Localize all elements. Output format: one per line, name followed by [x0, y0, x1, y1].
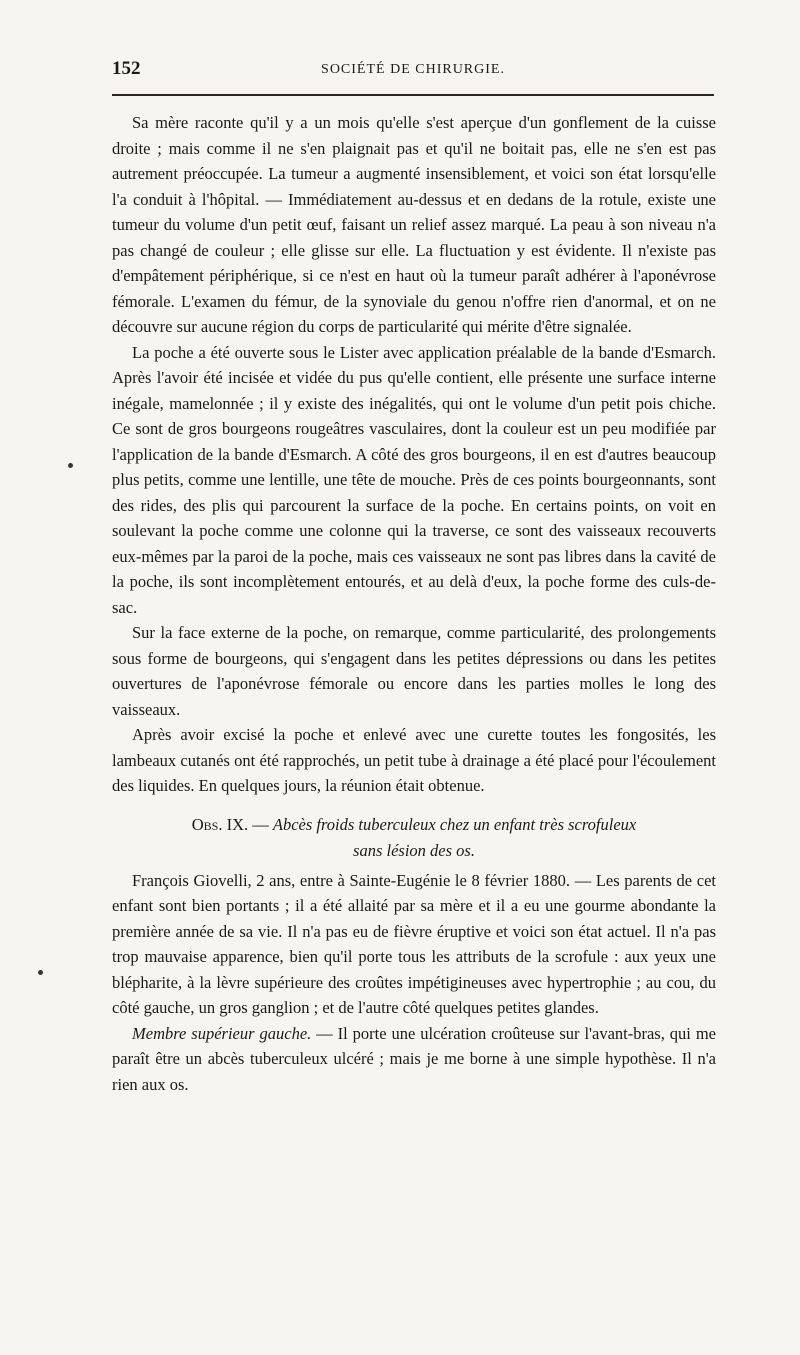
header-rule [112, 94, 714, 96]
margin-mark [38, 970, 43, 975]
observation-heading [112, 812, 716, 864]
page-header [112, 58, 714, 88]
margin-mark [68, 463, 73, 468]
paragraph [112, 1021, 716, 1098]
running-head: SOCIÉTÉ DE CHIRURGIE. [321, 62, 505, 77]
paragraph: François Giovelli, 2 ans, entre à Sainte-Eugénie le 8 février 1880. — Les parents de cet enfant sont bien portants ; il a été allaité par sa mère et il a eu une gourme abondante la première année de sa vie. Il n'a pas eu de fièvre éruptive et voici son état actuel. Il n'a pas trop mauvaise apparence, bien qu'il porte tous les attributs de la scrofule : aux yeux une blépharite, à la lèvre supérieure des croûtes impétigineuses avec hypertrophie ; au cou, du côté gauche, un gros ganglion ; et de l'autre côté quelques petites glandes. [112, 870, 716, 1017]
observation-dash: — [248, 814, 273, 834]
paragraph: La poche a été ouverte sous le Lister avec application préalable de la bande d'Esmarch. Après l'avoir été incisée et vidée du pus qu'elle contient, elle présente une surface interne inégale, mamelonnée ; il y existe des inégalités, qui ont le volume d'un petit pois chiche. Ce sont de gros bourgeons rougeâtres vasculaires, dont la couleur est un peu modifiée par l'application de la bande d'Esmarch. A côté des gros bourgeons, il en est d'autres beaucoup plus petits, comme une lentille, une tête de mouche. Près de ces points bourgeonnants, sont des rides, des plis qui parcourent la surface de la poche. En certains points, on voit en soulevant la poche comme une colonne qui la traverse, ce sont des vaisseaux recouverts eux-mêmes par la paroi de la poche, mais ces vaisseaux ne sont pas libres dans la cavité de la poche, ils sont incomplètement entourés, et au delà d'eux, la poche forme des culs-de-sac. [112, 342, 716, 617]
body-text [112, 110, 716, 1097]
paragraph: Après avoir excisé la poche et enlevé avec une curette toutes les fongosités, les lambeaux cutanés ont été rapprochés, un petit tube à drainage a été placé pour l'écoulement des liquides. En quelques jours, la réunion était obtenue. [112, 725, 716, 795]
observation-title-line2: sans lésion des os. [353, 840, 475, 860]
observation-title-line1: Abcès froids tuberculeux chez un enfant très scrofuleux [272, 814, 637, 834]
observation-label: Obs. IX. [191, 814, 249, 834]
paragraph: Sur la face externe de la poche, on remarque, comme particularité, des prolongements sous forme de bourgeons, qui s'engagent dans les petites dépressions ou dans les petites ouvertures de l'aponévrose fémorale ou encore dans les parties molles le long des vaisseaux. [112, 623, 716, 719]
section-text: — Il porte une ulcération croûteuse sur l'avant-bras, qui me paraît être un abcès tuberculeux ulcéré ; mais je me borne à une simple hypothèse. Il n'a rien aux os. [112, 1023, 716, 1094]
section-lead: Membre supérieur gauche. [132, 1023, 312, 1043]
paragraph: Sa mère raconte qu'il y a un mois qu'elle s'est aperçue d'un gonflement de la cuisse droite ; mais comme il ne s'en plaignait pas et qu'il ne boitait pas, elle ne s'en est pas autrement préoccupée. La tumeur a augmenté insensiblement, et voici son état lorsqu'elle l'a conduit à l'hôpital. — Immédiatement au-dessus et en dedans de la rotule, existe une tumeur du volume d'un petit œuf, faisant un relief assez marqué. La peau à son niveau n'a pas changé de couleur ; elle glisse sur elle. La fluctuation y est évidente. Il n'existe pas d'empâtement périphérique, si ce n'est en haut où la tumeur paraît adhérer à l'aponévrose fémorale. L'examen du fémur, de la synoviale du genou n'offre rien d'anormal, et on ne découvre sur aucune région du corps de particularité qui mérite d'être signalée. [112, 113, 716, 336]
page-number: 152 [112, 58, 141, 79]
